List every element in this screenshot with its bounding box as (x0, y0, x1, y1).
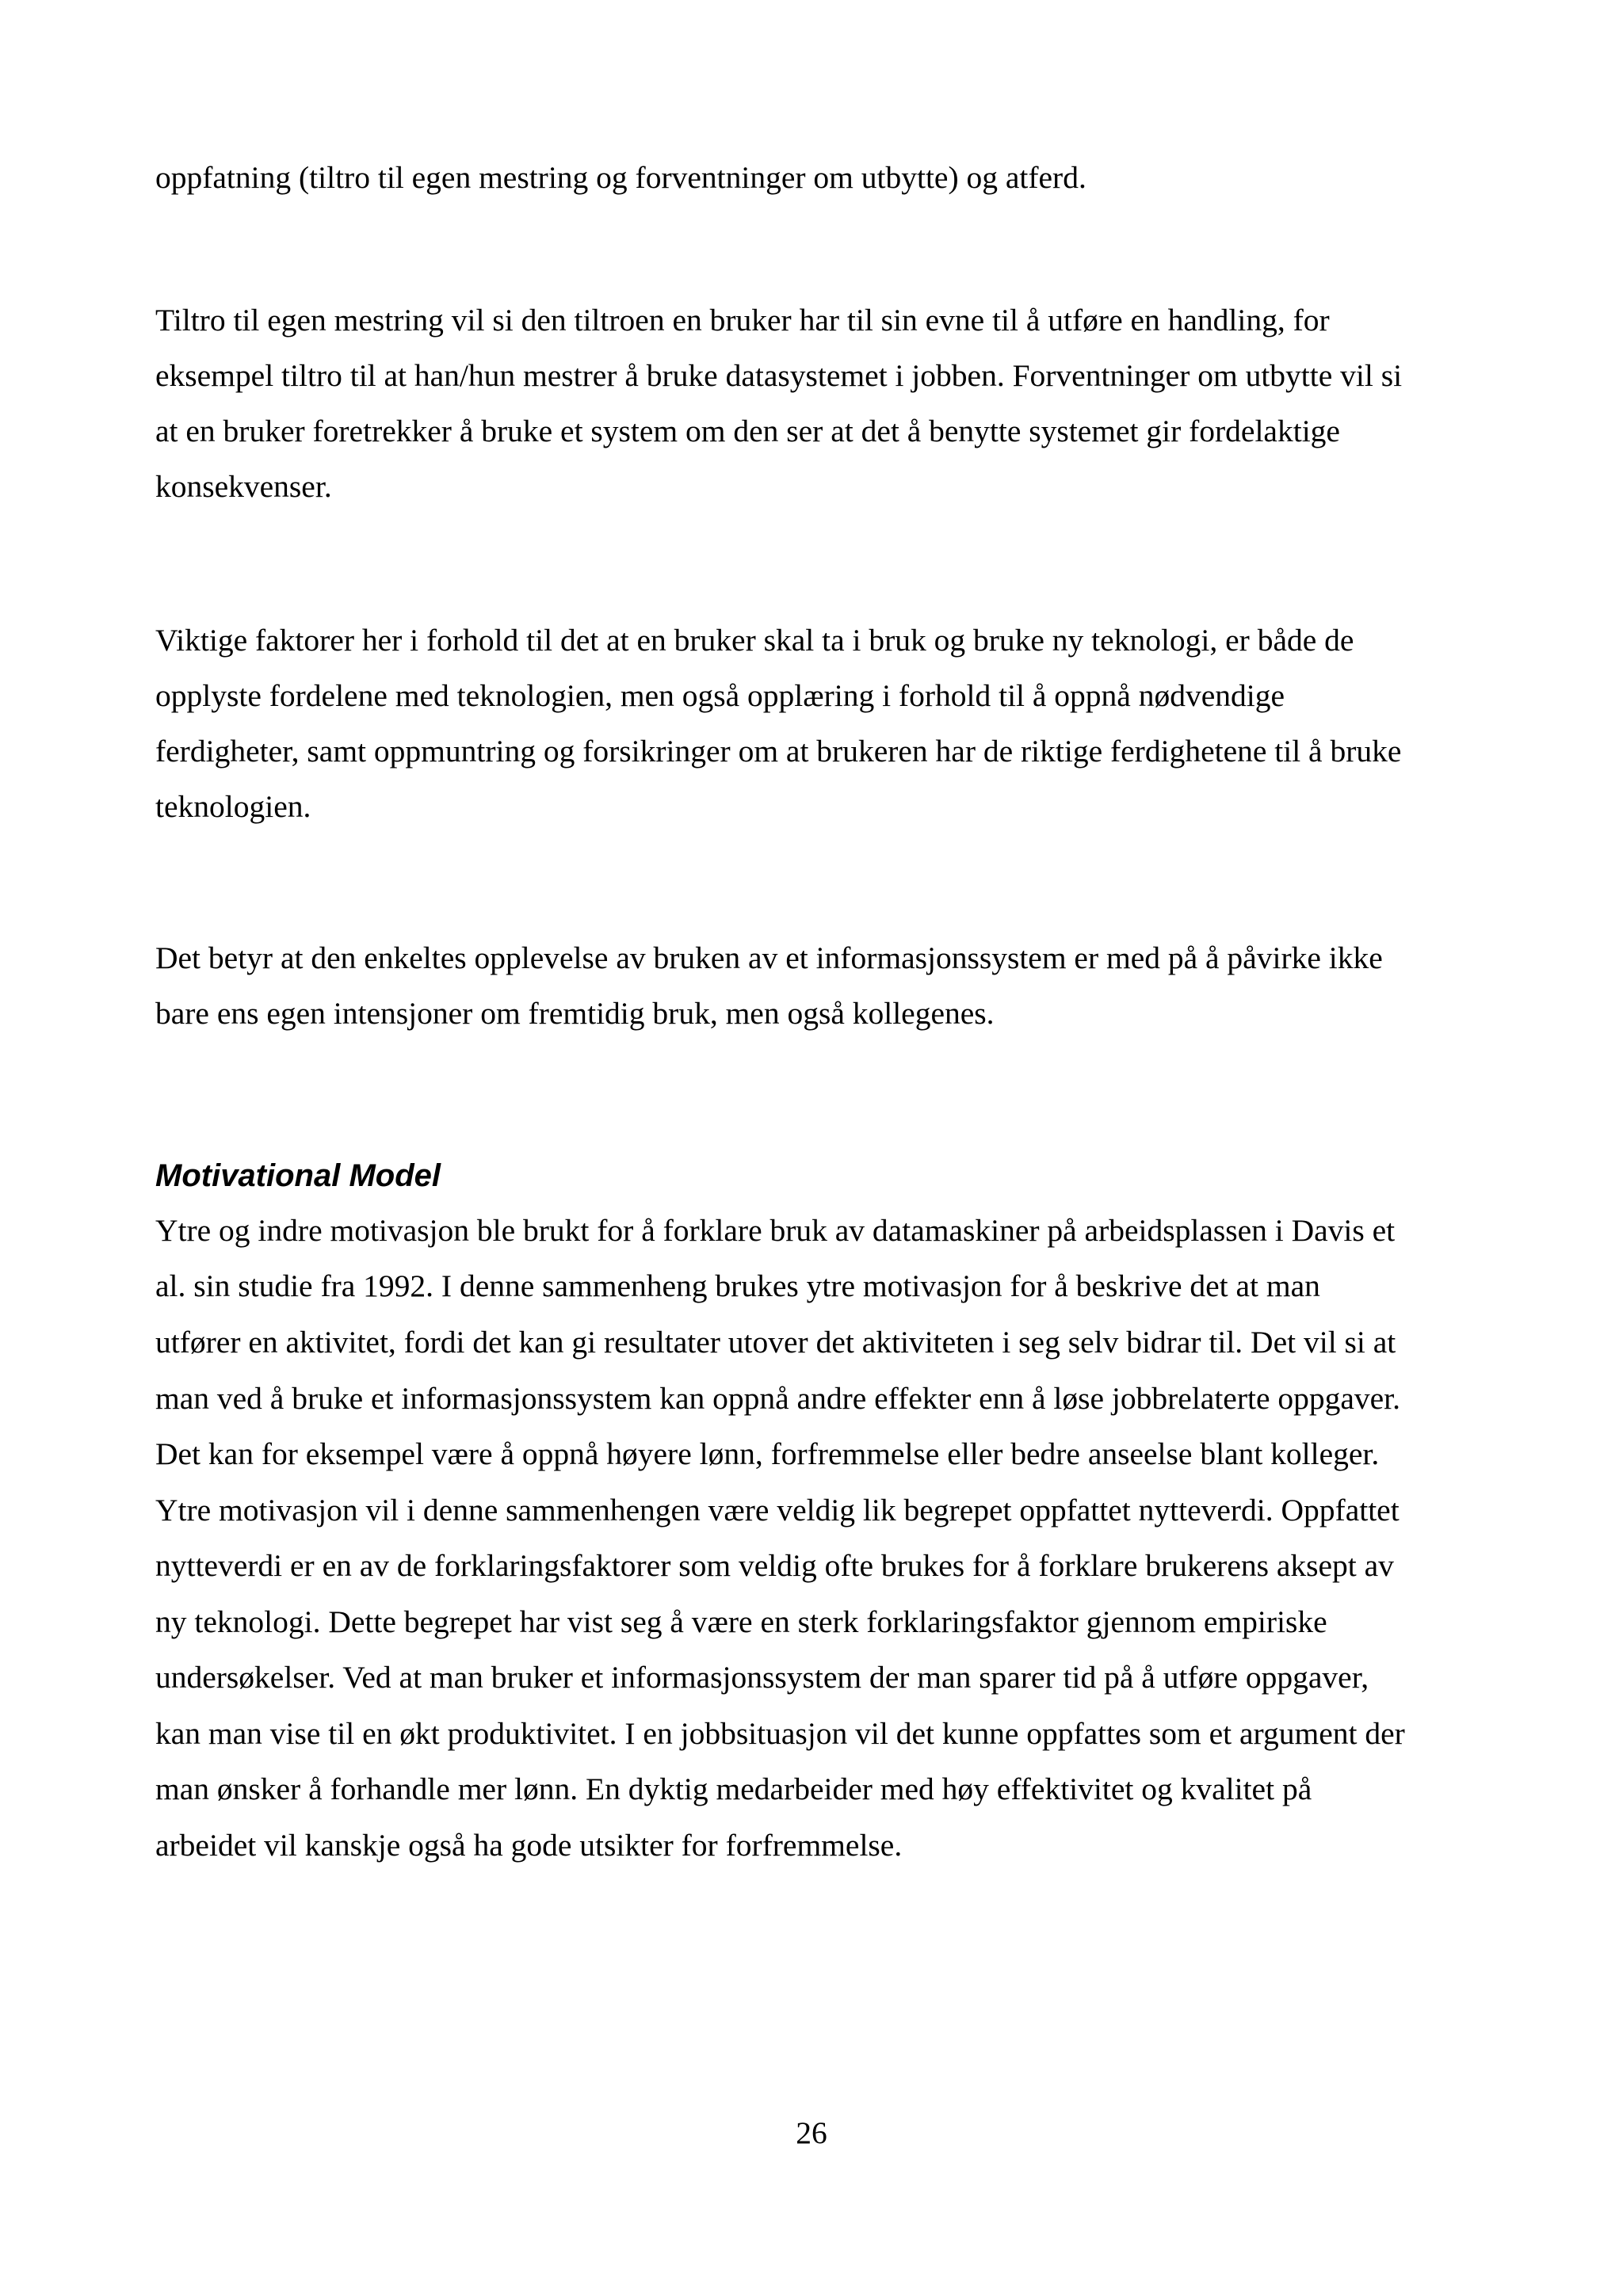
text-line: opplyste fordelene med teknologien, men også opplæring i forhold til å oppnå nødvendige (155, 678, 1285, 713)
text-line: teknologien. (155, 789, 311, 824)
text-line: arbeidet vil kanskje også ha gode utsikter for forfremmelse. (155, 1828, 903, 1863)
text-line: ny teknologi. Dette begrepet har vist seg å være en sterk forklaringsfaktor gjennom empiriske (155, 1604, 1327, 1639)
text-line: Det kan for eksempel være å oppnå høyere lønn, forfremmelse eller bedre anseelse blant kolleger. (155, 1436, 1380, 1471)
text-line: al. sin studie fra 1992. I denne sammenheng brukes ytre motivasjon for å beskrive det at man (155, 1268, 1320, 1303)
text-line: utfører en aktivitet, fordi det kan gi resultater utover det aktiviteten i seg selv bidrar til. Det vil si at (155, 1325, 1396, 1360)
section-heading: Motivational Model (155, 1158, 441, 1193)
text-line: eksempel tiltro til at han/hun mestrer å bruke datasystemet i jobben. Forventninger om utbytte vil si (155, 358, 1403, 393)
text-line: Ytre og indre motivasjon ble brukt for å forklare bruk av datamaskiner på arbeidsplassen i Davis et (155, 1213, 1396, 1248)
text-line: man ønsker å forhandle mer lønn. En dyktig medarbeider med høy effektivitet og kvalitet på (155, 1772, 1312, 1806)
text-line: Ytre motivasjon vil i denne sammenhengen være veldig lik begrepet oppfattet nytteverdi. Oppfattet (155, 1493, 1400, 1527)
page-number: 26 (796, 2115, 827, 2150)
text-line: kan man vise til en økt produktivitet. I en jobbsituasjon vil det kunne oppfattes som et argument der (155, 1716, 1405, 1751)
text-line: bare ens egen intensjoner om fremtidig bruk, men også kollegenes. (155, 996, 995, 1031)
text-line: Det betyr at den enkeltes opplevelse av bruken av et informasjonssystem er med på å påvirke ikke (155, 940, 1383, 975)
text-line: nytteverdi er en av de forklaringsfaktorer som veldig ofte brukes for å forklare brukerens aksept av (155, 1548, 1394, 1583)
text-line: oppfatning (tiltro til egen mestring og forventninger om utbytte) og atferd. (155, 160, 1086, 195)
text-line: ferdigheter, samt oppmuntring og forsikringer om at brukeren har de riktige ferdighetene til å bruke (155, 734, 1402, 769)
text-line: at en bruker foretrekker å bruke et system om den ser at det å benytte systemet gir fordelaktige (155, 414, 1340, 448)
text-line: man ved å bruke et informasjonssystem kan oppnå andre effekter enn å løse jobbrelaterte oppgaver. (155, 1381, 1401, 1416)
text-line: konsekvenser. (155, 469, 332, 504)
text-line: Tiltro til egen mestring vil si den tiltroen en bruker har til sin evne til å utføre en handling, for (155, 303, 1330, 338)
text-line: Viktige faktorer her i forhold til det at en bruker skal ta i bruk og bruke ny teknologi, er både de (155, 623, 1354, 658)
text-line: undersøkelser. Ved at man bruker et informasjonssystem der man sparer tid på å utføre oppgaver, (155, 1660, 1369, 1695)
